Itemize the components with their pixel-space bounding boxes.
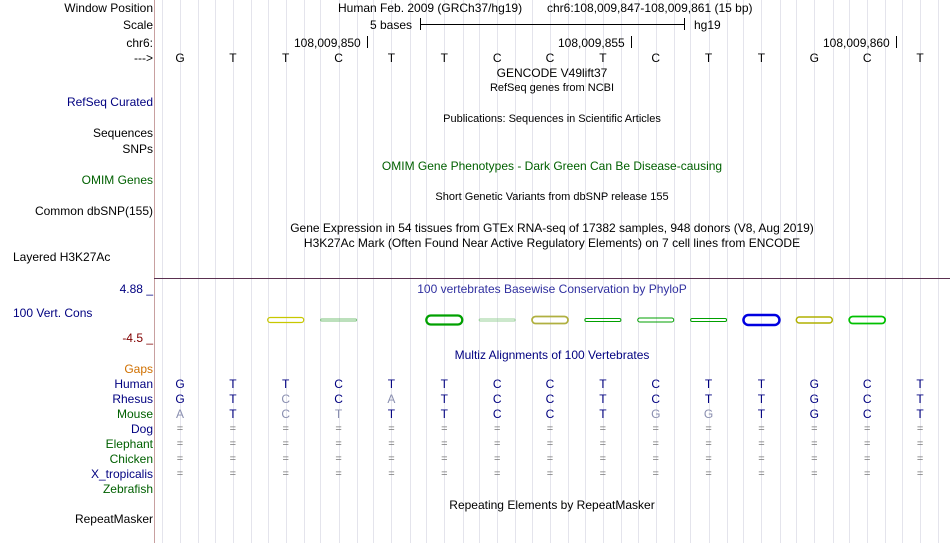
alignment-base: T [387, 407, 396, 421]
label-divider [154, 0, 155, 543]
alignment-base: = [916, 423, 924, 435]
alignment-base: = [335, 438, 342, 450]
reference-base: C [862, 51, 872, 65]
alignment-base: T [229, 377, 237, 391]
alignment-base: T [440, 407, 448, 421]
conservation-letter [268, 318, 304, 323]
alignment-base: C [492, 392, 502, 406]
label-gaps[interactable]: Gaps [124, 362, 153, 376]
label-refseq-curated[interactable]: RefSeq Curated [66, 95, 153, 109]
label-common-dbsnp[interactable]: Common dbSNP(155) [34, 204, 153, 218]
guide-line [410, 0, 411, 543]
guide-line [463, 0, 464, 543]
alignment-base: = [546, 438, 554, 450]
guide-line [638, 0, 639, 543]
alignment-base: = [546, 423, 554, 435]
species-label[interactable]: Rhesus [112, 392, 153, 406]
alignment-base: = [705, 468, 712, 480]
alignment-base: = [652, 468, 659, 480]
alignment-base: = [652, 423, 659, 435]
alignment-base: = [229, 468, 237, 480]
track-multiz[interactable]: Multiz Alignments of 100 Vertebrates [454, 348, 650, 362]
ruler-tick-label: 108,009,850 [294, 36, 361, 50]
alignment-base: = [493, 453, 501, 465]
track-h3k27ac[interactable]: H3K27Ac Mark (Often Found Near Active Regulatory Elements) on 7 cell lines from ENCODE [303, 236, 801, 250]
reference-base: T [229, 51, 237, 65]
guide-line [743, 0, 744, 543]
alignment-base: T [334, 407, 343, 421]
guide-line [938, 0, 939, 543]
alignment-base: = [176, 438, 184, 450]
alignment-base: T [599, 377, 607, 391]
guide-line [426, 0, 427, 543]
alignment-base: C [651, 392, 661, 406]
alignment-base: = [282, 453, 289, 465]
alignment-base: = [652, 438, 659, 450]
alignment-base: C [862, 377, 872, 391]
track-refseq-genes[interactable]: RefSeq genes from NCBI [489, 82, 615, 94]
label-sequences[interactable]: Sequences [92, 126, 153, 140]
alignment-base: = [388, 453, 395, 465]
reference-base: T [704, 51, 713, 65]
alignment-base: C [862, 392, 872, 406]
conservation-letter [638, 318, 674, 322]
alignment-base: T [440, 377, 448, 391]
label-repeatmasker[interactable]: RepeatMasker [74, 512, 153, 526]
ruler-tick [631, 36, 632, 48]
alignment-base: = [176, 468, 184, 480]
guide-line [833, 0, 834, 543]
alignment-base: T [229, 407, 237, 421]
alignment-base: A [387, 392, 396, 406]
alignment-base: T [757, 407, 766, 421]
position-label: chr6:108,009,847-108,009,861 (15 bp) [547, 1, 753, 15]
alignment-base: = [493, 468, 501, 480]
alignment-base: = [546, 453, 554, 465]
alignment-base: = [863, 453, 871, 465]
reference-base: C [334, 51, 343, 65]
label-window-position: Window Position [64, 1, 153, 15]
conservation-letter [426, 316, 462, 325]
alignment-base: = [599, 453, 607, 465]
track-dbsnp[interactable]: Short Genetic Variants from dbSNP release 155 [435, 191, 669, 203]
alignment-base: T [704, 392, 713, 406]
alignment-base: C [334, 377, 343, 391]
label-cons-min: -4.5 _ [122, 331, 153, 345]
guide-line [727, 0, 728, 543]
label-100-vert-cons[interactable]: 100 Vert. Cons [13, 306, 93, 320]
alignment-base: = [546, 468, 554, 480]
alignment-base: G [809, 377, 819, 391]
conservation-letter [585, 319, 621, 322]
label-strand-arrow[interactable]: ---> [134, 51, 153, 65]
alignment-base: = [441, 468, 448, 480]
alignment-base: G [809, 407, 819, 421]
alignment-base: = [599, 468, 607, 480]
alignment-base: = [441, 438, 448, 450]
alignment-base: C [651, 377, 661, 391]
reference-base: T [282, 51, 290, 65]
conservation-letter [849, 317, 885, 324]
reference-base: T [387, 51, 396, 65]
guide-line [674, 0, 675, 543]
alignment-base: G [175, 392, 185, 406]
conservation-letter [743, 315, 779, 325]
alignment-base: T [916, 392, 924, 406]
alignment-base: = [493, 438, 501, 450]
species-label[interactable]: Mouse [116, 407, 153, 421]
alignment-base: = [916, 468, 924, 480]
alignment-base: = [758, 423, 765, 435]
alignment-base: = [758, 453, 765, 465]
guide-line [215, 0, 216, 543]
alignment-base: T [229, 392, 237, 406]
alignment-base: G [703, 407, 714, 421]
alignment-base: = [441, 453, 448, 465]
alignment-base: = [811, 438, 818, 450]
reference-base: G [809, 51, 819, 65]
alignment-base: = [599, 423, 607, 435]
conservation-letter [532, 317, 568, 324]
alignment-base: = [282, 423, 289, 435]
track-phylop[interactable]: 100 vertebrates Basewise Conservation by PhyloP [417, 282, 687, 296]
alignment-base: = [811, 423, 818, 435]
scale-bar [420, 18, 685, 32]
alignment-base: = [176, 423, 184, 435]
alignment-base: = [229, 423, 237, 435]
label-chrom: chr6: [126, 36, 153, 50]
alignment-base: = [229, 453, 237, 465]
reference-base: T [440, 51, 448, 65]
guide-line [304, 0, 305, 543]
alignment-base: T [757, 377, 766, 391]
alignment-base: T [916, 407, 924, 421]
alignment-base: T [704, 377, 713, 391]
alignment-base: = [388, 468, 395, 480]
reference-base: C [545, 51, 555, 65]
guide-line [479, 0, 480, 543]
alignment-base: C [334, 392, 343, 406]
ruler-tick-label: 108,009,855 [558, 36, 625, 50]
conservation-letter [691, 319, 727, 322]
species-label[interactable]: Chicken [109, 452, 153, 466]
guide-line [796, 0, 797, 543]
alignment-base: C [281, 392, 291, 406]
alignment-base: = [335, 423, 342, 435]
ruler-tick-label: 108,009,860 [823, 36, 890, 50]
assembly-label: Human Feb. 2009 (GRCh37/hg19) [338, 1, 523, 15]
label-omim-genes[interactable]: OMIM Genes [81, 173, 153, 187]
alignment-base: T [916, 377, 924, 391]
alignment-base: C [545, 377, 555, 391]
alignment-base: = [229, 438, 237, 450]
alignment-base: = [652, 453, 659, 465]
track-publications[interactable]: Publications: Sequences in Scientific Articles [443, 113, 661, 125]
guide-line [162, 0, 163, 543]
alignment-base: A [175, 407, 184, 421]
label-cons-max: 4.88 _ [119, 282, 153, 296]
label-scale: Scale [122, 18, 153, 32]
guide-line [198, 0, 199, 543]
alignment-base: = [916, 453, 924, 465]
reference-base: T [916, 51, 924, 65]
alignment-base: G [809, 392, 819, 406]
alignment-base: = [599, 438, 607, 450]
guide-line [320, 0, 321, 543]
guide-line [885, 0, 886, 543]
guide-line [690, 0, 691, 543]
alignment-base: G [175, 377, 185, 391]
conservation-logo [155, 305, 950, 335]
conservation-letter [479, 319, 515, 321]
label-layered-h3k27ac[interactable]: Layered H3K27Ac [13, 250, 111, 264]
alignment-base: = [176, 453, 184, 465]
guide-line [251, 0, 252, 543]
alignment-base: T [599, 392, 607, 406]
alignment-base: T [440, 392, 448, 406]
alignment-base: C [862, 407, 872, 421]
guide-line [373, 0, 374, 543]
guide-line [621, 0, 622, 543]
alignment-base: = [388, 438, 395, 450]
alignment-base: = [282, 438, 289, 450]
track-repeatmasker[interactable]: Repeating Elements by RepeatMasker [449, 498, 655, 512]
reference-base: C [492, 51, 502, 65]
reference-base: T [757, 51, 766, 65]
reference-base: C [651, 51, 661, 65]
alignment-base: T [599, 407, 607, 421]
scale-text: 5 bases [370, 18, 413, 32]
alignment-base: T [387, 377, 396, 391]
alignment-base: C [492, 377, 502, 391]
alignment-base: = [758, 468, 765, 480]
reference-base: G [175, 51, 185, 65]
alignment-base: = [811, 468, 818, 480]
guide-line [902, 0, 903, 543]
alignment-base: = [335, 468, 342, 480]
guide-line [849, 0, 850, 543]
alignment-base: = [282, 468, 289, 480]
alignment-base: = [863, 423, 871, 435]
guide-line [268, 0, 269, 543]
ruler-tick [367, 36, 368, 48]
species-label[interactable]: Dog [130, 422, 153, 436]
alignment-base: = [441, 423, 448, 435]
guide-line [357, 0, 358, 543]
alignment-base: = [916, 438, 924, 450]
alignment-base: = [335, 453, 342, 465]
alignment-base: = [705, 453, 712, 465]
track-gencode[interactable]: GENCODE V49lift37 [496, 66, 608, 80]
alignment-base: = [388, 423, 395, 435]
alignment-base: = [758, 438, 765, 450]
alignment-base: = [493, 423, 501, 435]
label-snps[interactable]: SNPs [122, 142, 153, 156]
track-group-divider [154, 278, 950, 279]
alignment-base: C [545, 407, 555, 421]
conservation-letter [796, 317, 832, 323]
species-label[interactable]: Zebrafish [102, 482, 153, 496]
alignment-base: = [863, 468, 871, 480]
alignment-base: T [282, 377, 290, 391]
species-label[interactable]: X_tropicalis [90, 467, 153, 481]
track-omim-phenotypes[interactable]: OMIM Gene Phenotypes - Dark Green Can Be Disease-causing [381, 159, 723, 173]
alignment-base: = [863, 438, 871, 450]
reference-base: T [599, 51, 607, 65]
alignment-base: = [705, 423, 712, 435]
guide-line [780, 0, 781, 543]
scale-db: hg19 [694, 18, 721, 32]
alignment-base: C [545, 392, 555, 406]
alignment-base: T [757, 392, 766, 406]
alignment-base: G [651, 407, 661, 421]
species-label[interactable]: Human [114, 377, 153, 391]
alignment-base: C [281, 407, 291, 421]
alignment-base: C [492, 407, 502, 421]
track-gtex[interactable]: Gene Expression in 54 tissues from GTEx RNA-seq of 17382 samples, 948 donors (V8, Aug 2019) [290, 221, 814, 235]
ruler-tick [896, 36, 897, 48]
species-label[interactable]: Elephant [105, 437, 153, 451]
conservation-letter [321, 319, 357, 321]
alignment-base: = [811, 453, 818, 465]
alignment-base: = [705, 438, 712, 450]
